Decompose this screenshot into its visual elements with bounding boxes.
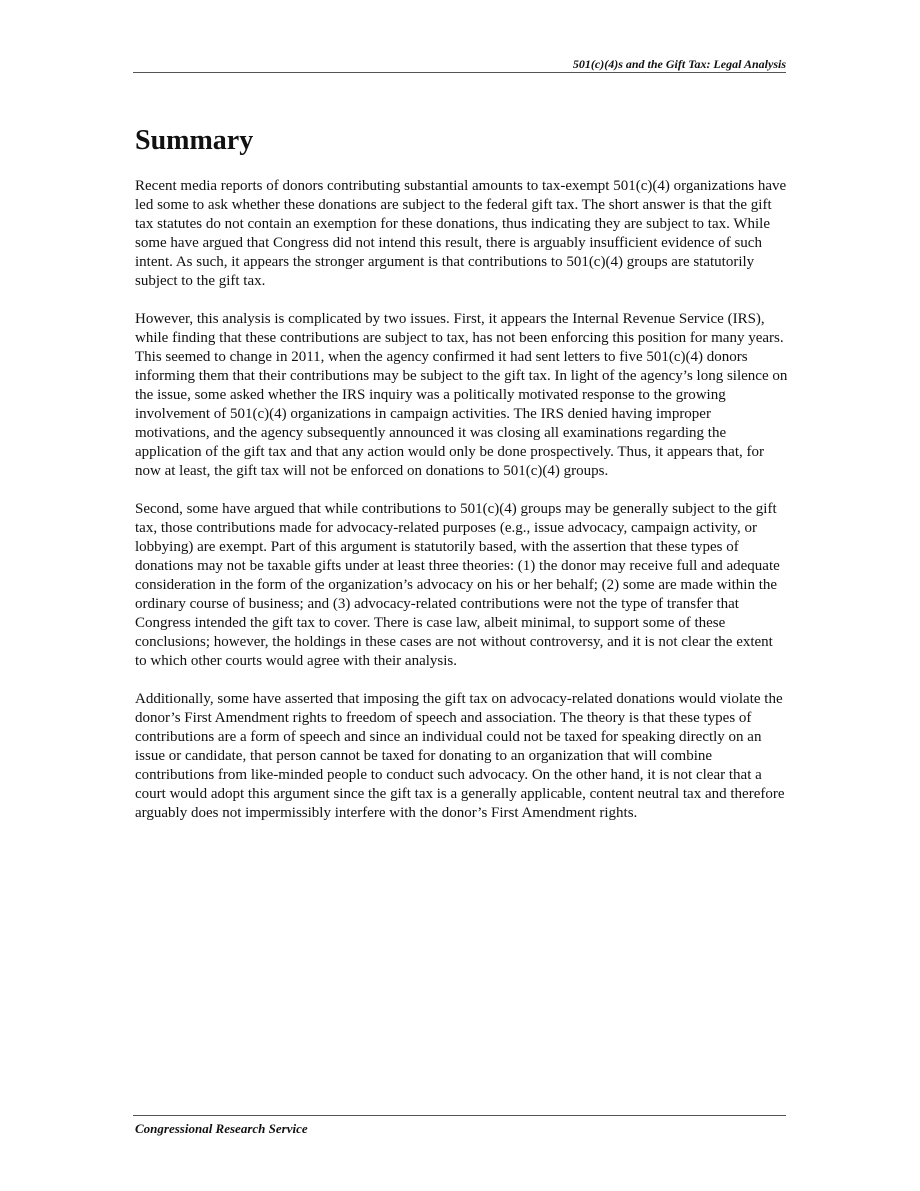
- summary-body: [135, 177, 788, 842]
- footer-divider: [133, 1115, 786, 1116]
- running-header: 501(c)(4)s and the Gift Tax: Legal Analysis: [572, 57, 786, 71]
- paragraph-2: However, this analysis is complicated by two issues. First, it appears the Internal Revenue Service (IRS), while finding that these contributions are subject to tax, has not been enforcing this position for many years. This seemed to change in 2011, when the agency confirmed it had sent letters to five 501(c)(4) donors informing them that their contributions may be subject to the gift tax. In light of the agency’s long silence on the issue, some asked whether the IRS inquiry was a politically motivated response to the growing involvement of 501(c)(4) organizations in campaign activities. The IRS denied having improper motivations, and the agency subsequently announced it was closing all examinations regarding the application of the gift tax and that any action would only be done prospectively. Thus, it appears that, for now at least, the gift tax will not be enforced on donations to 501(c)(4) groups.: [135, 311, 788, 479]
- running-footer: Congressional Research Service: [135, 1121, 308, 1136]
- paragraph-4: Additionally, some have asserted that imposing the gift tax on advocacy-related donations would violate the donor’s First Amendment rights to freedom of speech and association. The theory is that these types of contributions are a form of speech and since an individual could not be taxed for speaking directly on an issue or candidate, that person cannot be taxed for donating to an organization that will combine contributions from like-minded people to conduct such advocacy. On the other hand, it is not clear that a court would adopt this argument since the gift tax is a generally applicable, content neutral tax and therefore arguably does not impermissibly interfere with the donor’s First Amendment rights.: [135, 691, 785, 821]
- paragraph-3: Second, some have argued that while contributions to 501(c)(4) groups may be generally subject to the gift tax, those contributions made for advocacy-related purposes (e.g., issue advocacy, campaign activity, or lobbying) are exempt. Part of this argument is statutorily based, with the assertion that these types of donations may not be taxable gifts under at least three theories: (1) the donor may receive full and adequate consideration in the form of the organization’s advocacy on his or her behalf; (2) some are made within the ordinary course of business; and (3) advocacy-related contributions were not the type of transfer that Congress intended the gift tax to cover. There is case law, albeit minimal, to support some of these conclusions; however, the holdings in these cases are not without controversy, and it is not clear the extent to which other courts would agree with their analysis.: [135, 501, 780, 669]
- page-title: Summary: [135, 125, 254, 156]
- header-divider: [133, 72, 786, 73]
- paragraph-1: Recent media reports of donors contributing substantial amounts to tax-exempt 501(c)(4) organizations have led some to ask whether these donations are subject to the federal gift tax. The short answer is that the gift tax statutes do not contain an exemption for these donations, thus indicating they are subject to tax. While some have argued that Congress did not intend this result, there is arguably insufficient evidence of such intent. As such, it appears the stronger argument is that contributions to 501(c)(4) groups are statutorily subject to the gift tax.: [135, 178, 787, 289]
